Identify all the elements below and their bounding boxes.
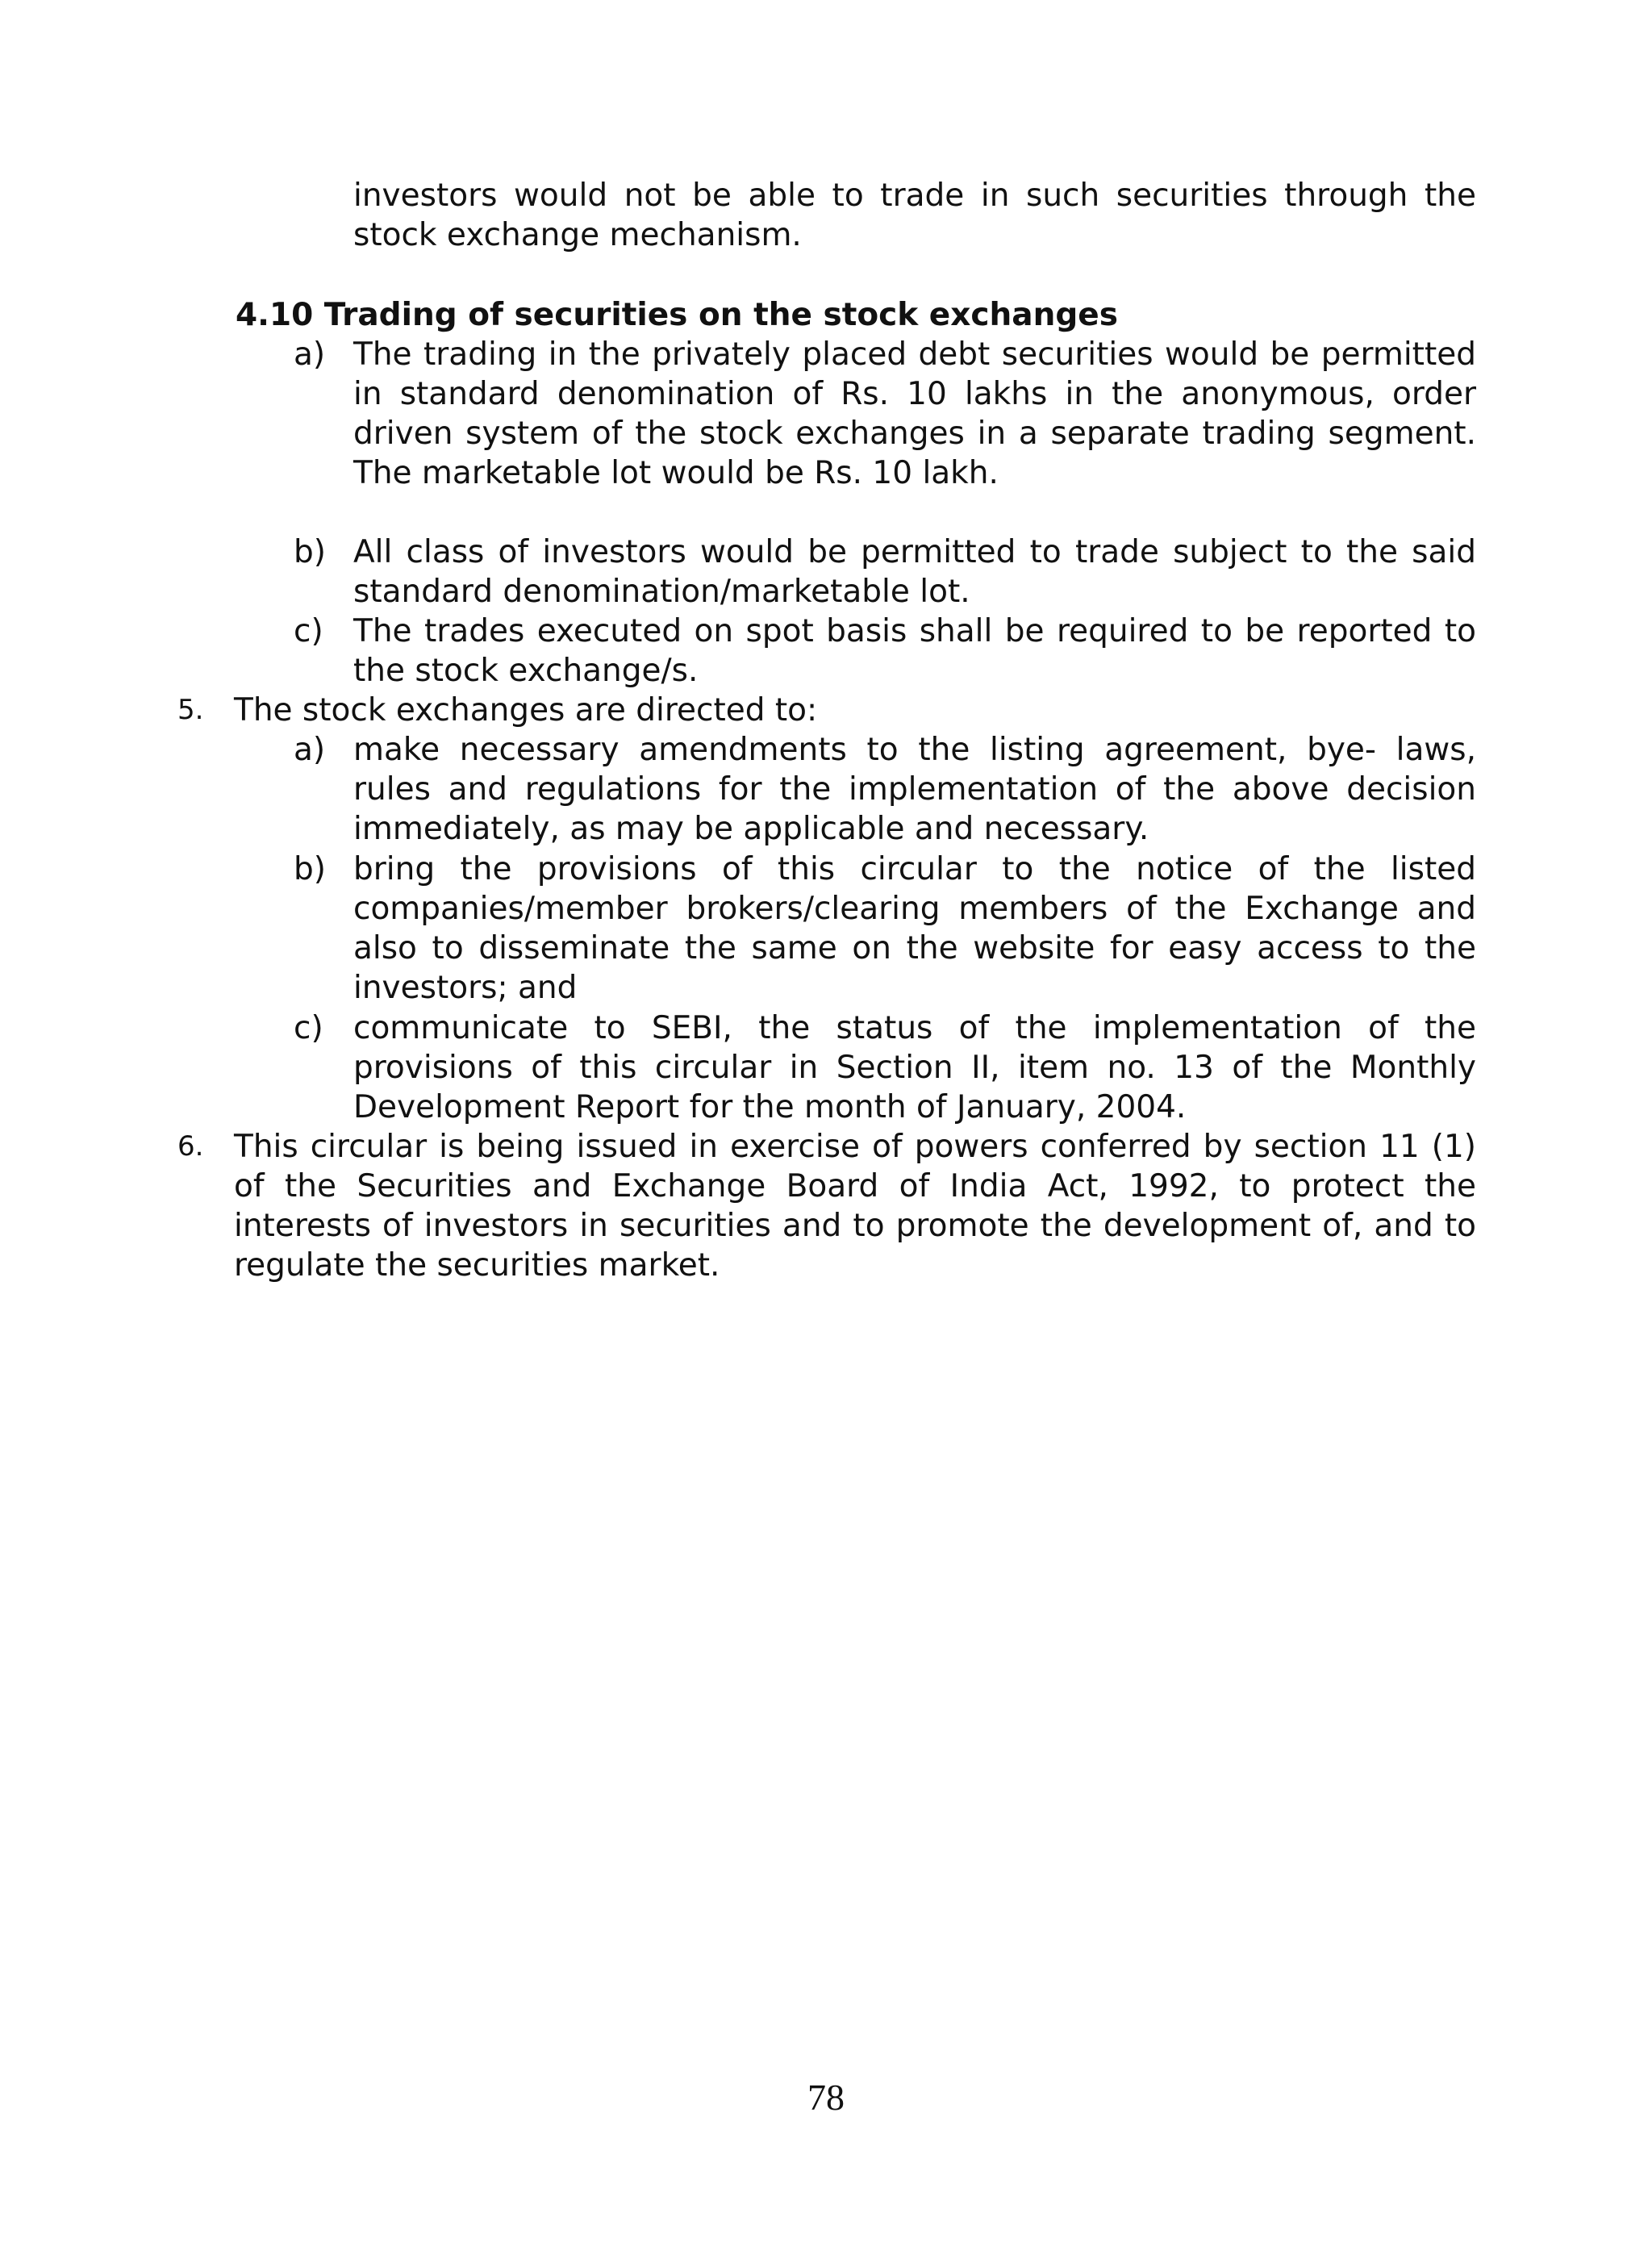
list-item-text: The trading in the privately placed debt securities would be permitted in standard denomination of Rs. 10 lakhs in the anonymous, order driven system of the stock exchanges in a separate trading segment. The marketable lot would be Rs. 10 lakh. [353,336,1476,491]
point-number: 6. [177,1130,204,1163]
list-marker: a) [294,732,326,768]
list-item-text: bring the provisions of this circular to the notice of the listed companies/member brokers/clearing members of the Exchange and also to disseminate the same on the website for easy access to the investors; and [353,851,1476,1006]
continuation-paragraph: investors would not be able to trade in such securities through the stock exchange mechanism. [353,177,1476,253]
point-number: 5. [177,694,204,726]
list-marker: c) [294,1010,323,1046]
page-number: 78 [807,2077,845,2118]
list-item-text: communicate to SEBI, the status of the implementation of the provisions of this circular in Section II, item no. 13 of the Monthly Development Report for the month of January, 2004. [353,1010,1476,1125]
list-marker: a) [294,336,326,373]
list-item-text: The trades executed on spot basis shall be required to be reported to the stock exchange/s. [353,613,1476,689]
list-item-text: All class of investors would be permitted to trade subject to the said standard denomination/marketable lot. [353,534,1476,610]
list-marker: b) [294,851,326,887]
point-text: This circular is being issued in exercise of powers conferred by section 11 (1) of the Securities and Exchange Board of India Act, 1992, to protect the interests of investors in securities and to promote the development of, and to regulate the securities market. [234,1129,1476,1284]
section-heading-4-10: 4.10 Trading of securities on the stock exchanges [236,297,1118,333]
list-marker: b) [294,534,326,570]
list-item-text: make necessary amendments to the listing agreement, bye- laws, rules and regulations for the implementation of the above decision immediately, as may be applicable and necessary. [353,732,1476,847]
point-text: The stock exchanges are directed to: [234,692,818,729]
list-marker: c) [294,613,323,649]
